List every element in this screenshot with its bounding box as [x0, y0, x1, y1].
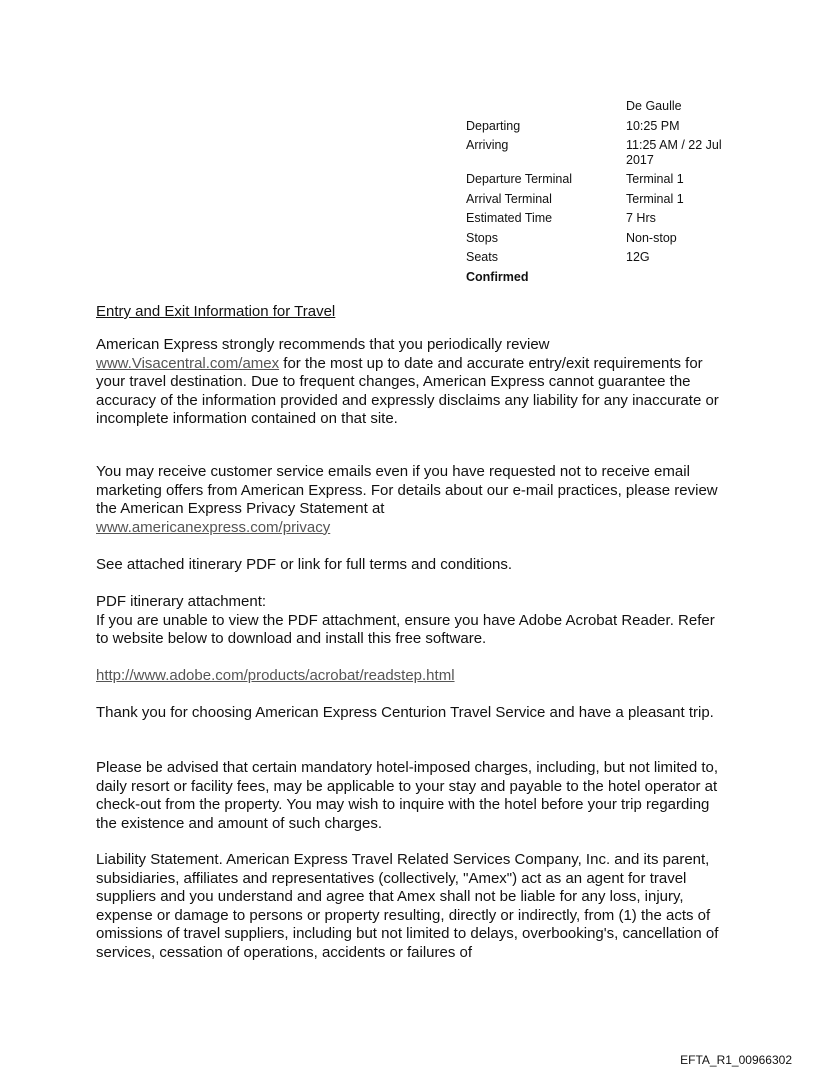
- flight-value: Non-stop: [626, 230, 677, 245]
- flight-value: Terminal 1: [626, 172, 684, 186]
- flight-label: [466, 97, 626, 117]
- pdf-paragraph: [96, 593, 726, 649]
- flight-label: Arrival Terminal: [466, 191, 552, 206]
- visacentral-link[interactable]: www.Visacentral.com/amex: [96, 354, 280, 372]
- terms-note: See attached itinerary PDF or link for full terms and conditions.: [96, 556, 513, 573]
- liability-text: Liability Statement. American Express Travel Related Services Company, Inc. and its parent, subsidiaries, affiliates and representatives (collectively, "Amex") act as an agent for travel suppliers and you understand and agree that Amex shall not be liable for any loss, injury, expense or damage to persons or property resulting, directly or indirectly, from (1) the acts of omissions of travel suppliers, including but not limited to delays, overbooking's, cancellation of services, cessation of operations, accidents or failures of: [96, 851, 719, 961]
- thanks-paragraph: [96, 704, 726, 723]
- privacy-statement-link[interactable]: www.americanexpress.com/privacy: [96, 518, 331, 536]
- adobe-link-paragraph: [96, 667, 726, 686]
- liability-paragraph: [96, 851, 726, 962]
- flight-value: 12G: [626, 250, 650, 264]
- flight-row-estimated-time: [466, 209, 726, 229]
- thanks-text: Thank you for choosing American Express Centurion Travel Service and have a pleasant trip.: [96, 704, 714, 721]
- flight-details-table: [466, 97, 726, 287]
- email-notice-body: You may receive customer service emails even if you have requested not to receive email marketing offers from American Express. For details about our e-mail practices, please review the American Express Privacy Statement at: [96, 463, 718, 517]
- document-id: EFTA_R1_00966302: [680, 1053, 792, 1067]
- flight-label: Stops: [466, 230, 498, 245]
- email-notice-text: [96, 463, 726, 537]
- email-notice-paragraph: [96, 463, 726, 537]
- entry-exit-text: [96, 336, 726, 429]
- flight-value: Terminal 1: [626, 191, 684, 206]
- flight-row-departing: [466, 117, 726, 137]
- flight-label: Estimated Time: [466, 211, 553, 225]
- flight-row-status: [466, 268, 726, 288]
- flight-label: Seats: [466, 250, 498, 264]
- flight-value: 7 Hrs: [626, 211, 656, 225]
- flight-value: 11:25 AM / 22 Jul 2017: [626, 138, 722, 167]
- flight-row-airport: [466, 97, 726, 117]
- flight-row-seats: [466, 248, 726, 268]
- flight-row-arriving: [466, 136, 726, 170]
- flight-label: Departure Terminal: [466, 172, 573, 186]
- entry-exit-heading-block: [96, 303, 726, 322]
- flight-row-departure-terminal: [466, 170, 726, 190]
- pdf-title: PDF itinerary attachment:: [96, 593, 267, 610]
- entry-exit-heading: Entry and Exit Information for Travel: [96, 303, 336, 320]
- entry-exit-body: for the most up to date and accurate entry/exit requirements for your travel destination. Due to frequent changes, American Express cannot guarantee the accuracy of the information provided and expressly disclaims any liability for any inaccurate or incomplete information contained on that site.: [96, 354, 719, 427]
- entry-exit-paragraph: [96, 336, 726, 429]
- flight-row-stops: [466, 229, 726, 249]
- flight-row-arrival-terminal: [466, 190, 726, 210]
- flight-label: Departing: [466, 118, 521, 133]
- terms-note-paragraph: [96, 556, 726, 575]
- adobe-reader-link[interactable]: http://www.adobe.com/products/acrobat/readstep.html: [96, 667, 455, 684]
- pdf-text: If you are unable to view the PDF attachment, ensure you have Adobe Acrobat Reader. Refer to website below to download and install this free software.: [96, 611, 715, 647]
- flight-label: Arriving: [466, 138, 509, 152]
- hotel-charges-text: Please be advised that certain mandatory hotel-imposed charges, including, but not limited to, daily resort or facility fees, may be applicable to your stay and payable to the hotel operator at check-out from the property. You may wish to inquire with the hotel before your trip regarding the existence and amount of such charges.: [96, 759, 719, 832]
- booking-status: Confirmed: [466, 269, 529, 284]
- flight-value: 10:25 PM: [626, 118, 680, 133]
- airport-name: De Gaulle: [626, 99, 682, 113]
- entry-exit-intro: American Express strongly recommends that you periodically review: [96, 336, 550, 353]
- hotel-charges-paragraph: [96, 759, 726, 833]
